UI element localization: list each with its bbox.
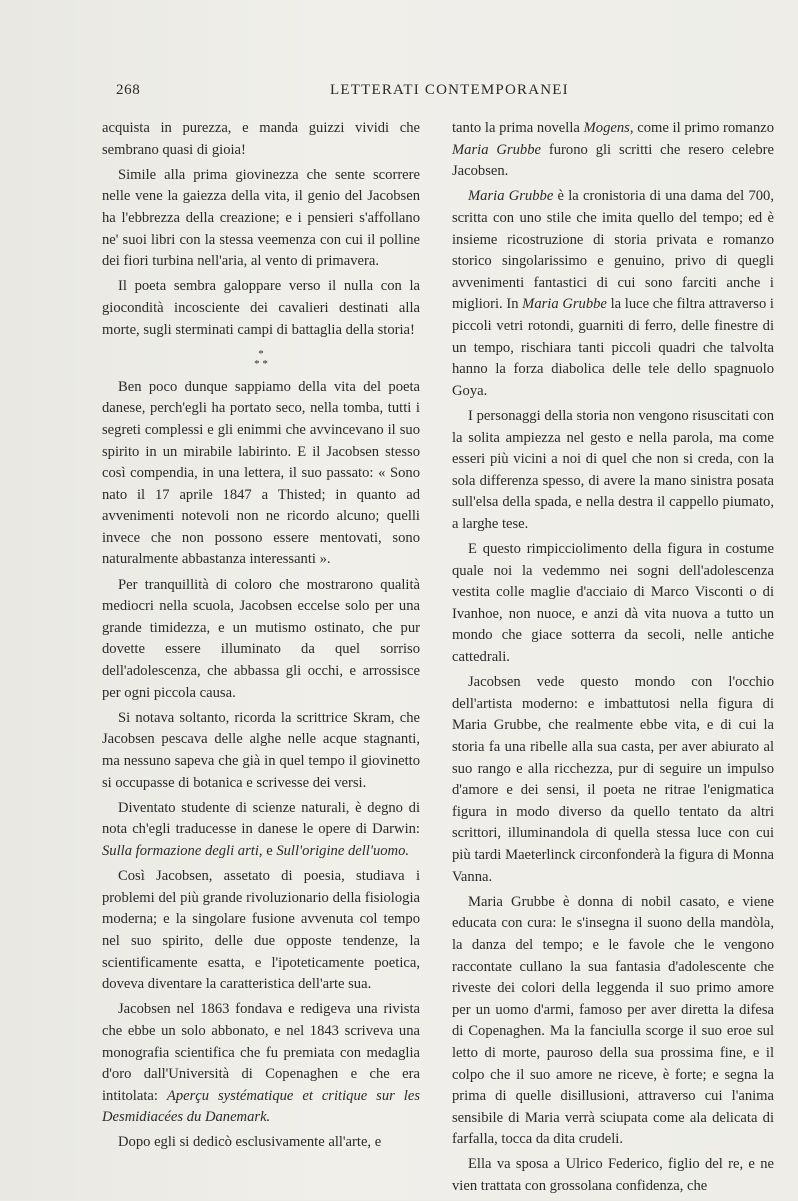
paragraph: Ben poco dunque sappiamo della vita del poeta danese, perch'egli ha portato seco, nella tomba, tutti i segreti complessi e gli enimmi che avvincevano il suo spirito in un mirabile labirinto. E il Jacobsen stesso così compendia, in una lettera, il suo passato: « Sono nato il 17 aprile 1847 a Thisted; in quanto ad avvenimenti notevoli non ne ricordo alcuno; quelli invece che non possono essere mentovati, sono naturalmente abbastanza interessanti ». [102,378,420,568]
paragraph: Si notava soltanto, ricorda la scrittrice Skram, che Jacobsen pescava delle alghe nelle acque stagnanti, ma nessuno sapeva che già in quel tempo il giovinetto si occupasse di botanica e scrivesse dei versi. [102,709,420,791]
paragraph: acquista in purezza, e manda guizzi vividi che sembrano quasi di gioia! [102,120,420,158]
paragraph [452,186,774,402]
page-header [116,82,776,102]
paragraph [452,118,774,183]
section-separator [102,345,420,377]
text-run: tanto la prima novella [452,120,580,136]
paragraph: Simile alla prima giovinezza che sente scorrere nelle vene la gaiezza della vita, il genio del Jacobsen ha l'ebbrezza della creazione; e i pensieri s'affollano ne' suoi libri con la stessa veemenza con cui il polline dei fiori turbina nell'aria, al vento di primavera. [102,166,420,270]
paragraph: E questo rimpicciolimento della figura in costume quale noi la vedemmo nei sogni dell'adolescenza vestita colle maglie d'acciaio di Marco Visconti o di Ivanhoe, non nuoce, e anzi dà vita nuova a tutto un mondo che giace sotterra da secoli, nelle antiche cattedrali. [452,541,774,666]
paragraph: Per tranquillità di coloro che mostrarono qualità mediocri nella scuola, Jacobsen eccelse solo per una grande timidezza, e un mutismo ostinato, che pur dovette essere illuminato da quel sorriso dell'adolescenza, che abbassa gli occhi, e arrossisce per ogni piccola causa. [102,576,420,701]
paragraph [102,798,420,863]
paragraph: Dopo egli si dedicò esclusivamente all'arte, e [118,1134,382,1151]
text-run: Jacobsen nel 1863 fondava e redigeva una rivista che ebbe un solo abbonato, e nel 1843 scriveva una monografia scientifica che fu premiata con medaglia d'oro dall'Università di Copenaghen e che era intitolata: [102,1001,420,1104]
book-title: Mogens, [583,120,634,136]
paragraph [102,999,420,1129]
book-title: Maria Grubbe [452,141,541,158]
running-title: LETTERATI CONTEMPORANEI [330,82,569,98]
book-title: Maria Grubbe [468,188,554,205]
paragraph: Jacobsen vede questo mondo con l'occhio dell'artista moderno: e imbattutosi nella figura di Maria Grubbe, che realmente ebbe vita, e di cui la storia fa una ribelle alla sua casta, per aver abiurato al suo rango e alla ricchezza, pur di seguire un impulso d'amore e dei sensi, il poeta ne ritrae l'enigmatica figura in modo diverso da quello tentato da altri scrittori, illuminandola di quella stessa luce con cui più tardi Maeterlinck circonfonderà la figura di Monna Vanna. [452,674,774,885]
paragraph: Maria Grubbe è donna di nobil casato, e viene educata con cura: le s'insegna il suono della mandòla, la danza del tempo; e le favole che le vengono raccontate cullano la sua fantasia d'adolescente che riveste dei colori della leggenda il suo primo amore per un uomo d'armi, famoso per aver diretta la difesa di Copenaghen. Ma la fanciulla scorge il suo eroe sul letto di morte, pauroso della sua prossima fine, e il colpo che il suo amore ne riceve, è forte; e segna la prima di quelle disillusioni, attraverso cui l'anima sensibile di Maria verrà sciupata come ala delicata di farfalla, tocca da dita crudeli. [452,893,774,1148]
text-run: la luce che filtra attraverso i piccoli vetri rotondi, guarniti di ferro, delle finestre di un tempo, rischiara tanti piccoli quadri che talvolta hanno la forza diabolica delle tele dello spagnuolo Goya. [452,296,774,399]
paragraph: Ella va sposa a Ulrico Federico, figlio del re, e ne vien trattata con grossolana confidenza, che [452,1156,774,1195]
paragraph: I personaggi della storia non vengono risuscitati con la solita ampiezza nel gesto e nella parola, ma come esseri più vicini a noi di quel che non si creda, con la sola differenza spesso, di avere la mano sinistra posata sull'elsa della spada, e nella destra il cappello piumato, a larghe tese. [452,407,774,532]
separator-star-bottom: * * [254,357,268,370]
separator-star-top: * [258,347,264,360]
text-run: e [266,842,273,859]
text-run: Diventato studente di scienze naturali, è degno di nota ch'egli traducesse in danese le opere di Darwin: [102,799,420,838]
text-run: è la cronistoria di una dama del 700, scritta con uno stile che imita quello del tempo; ed è insieme ricostruzione di storia privata e romanzo storico singolarissimo e genuino, privo di quegli avvenimenti fantastici di cui sono farciti anche i migliori. In [452,188,774,313]
left-column [102,118,420,1158]
paragraph: Il poeta sembra galoppare verso il nulla con la giocondità incosciente dei cavalieri destinati alla morte, sugli sterminati campi di battaglia della storia! [102,278,420,338]
book-title: Sull'origine dell'uomo. [276,842,410,859]
book-title: Sulla formazione degli arti, [102,842,263,859]
text-run: come il primo romanzo [637,120,775,136]
text-run: furono gli scritti che resero celebre Jacobsen. [452,141,774,180]
right-column [452,118,774,1201]
book-title: Aperçu systématique et critique sur les Desmidiacées du Danemark. [102,1087,421,1126]
page-number: 268 [116,82,141,98]
book-title: Maria Grubbe [522,296,607,313]
paragraph: Così Jacobsen, assetato di poesia, studiava i problemi del più grande rivoluzionario della fisiologia moderna; e la singolare fusione avvenuta col tempo nel suo spirito, delle due opposte tendenze, la scientificamente esatta, e l'ipoteticamente poetica, doveva diventare la caratteristica dell'arte sua. [102,868,420,993]
